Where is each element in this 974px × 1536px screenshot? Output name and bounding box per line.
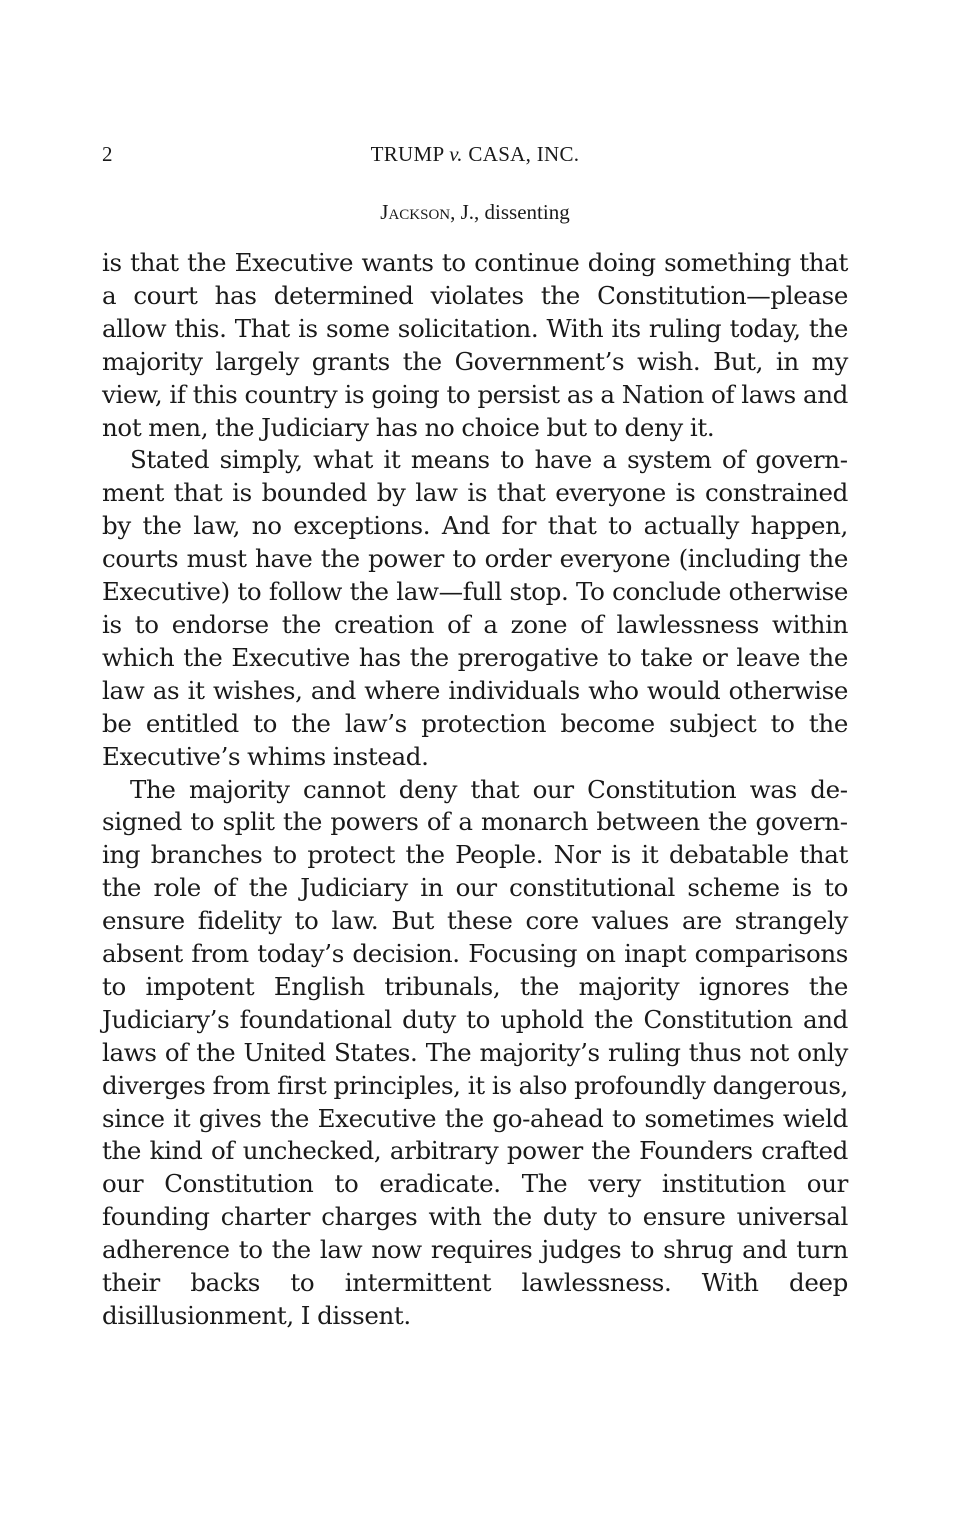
page-number: 2 bbox=[102, 142, 113, 166]
opinion-author: Jackson bbox=[380, 200, 451, 224]
running-head bbox=[102, 142, 848, 170]
case-title: TRUMP v. CASA, INC. bbox=[370, 142, 580, 166]
paragraph-continued: is that the Executive wants to continue doing something that a court has determined violates the Constitution—please allow this. That is some solicitation. With its ruling today, the majority largely grants the Government’s wish. But, in my view, if this country is going to persist as a Nation of laws and not men, the Judiciary has no choice but to deny it. bbox=[102, 248, 848, 442]
opinion-body bbox=[102, 247, 848, 1333]
opinion-suffix: , J., dissenting bbox=[450, 200, 570, 224]
paragraph: Stated simply, what it means to have a system of government that is bounded by law is that everyone is constrained by the law, no exceptions. And for that to actually happen, courts must have the power to order everyone (including the Executive) to follow the law—full stop. To conclude otherwise is to endorse the creation of a zone of lawlessness within which the Executive has the prerogative to take or leave the law as it wishes, and where individuals who would otherwise be entitled to the law’s protection become subject to the Executive’s whims instead. bbox=[102, 445, 848, 771]
opinion-label bbox=[102, 200, 848, 225]
paragraph-conclusion: The majority cannot deny that our Constitution was designed to split the powers of a monarch between the governing branches to protect the People. Nor is it debatable that the role of the Judiciary in our constitutional scheme is to ensure fidelity to law. But these core values are strangely absent from today’s decision. Focusing on inapt comparisons to impotent English tribunals, the majority ignores the Judiciary’s foundational duty to uphold the Constitution and laws of the United States. The majority’s ruling thus not only diverges from first principles, it is also profoundly dangerous, since it gives the Executive the go-ahead to sometimes wield the kind of unchecked, arbitrary power the Founders crafted our Constitution to eradicate. The very institution our founding charter charges with the duty to ensure universal adherence to the law now requires judges to shrug and turn their backs to intermittent lawlessness. With deep disillusionment, I dissent. bbox=[102, 774, 848, 1330]
